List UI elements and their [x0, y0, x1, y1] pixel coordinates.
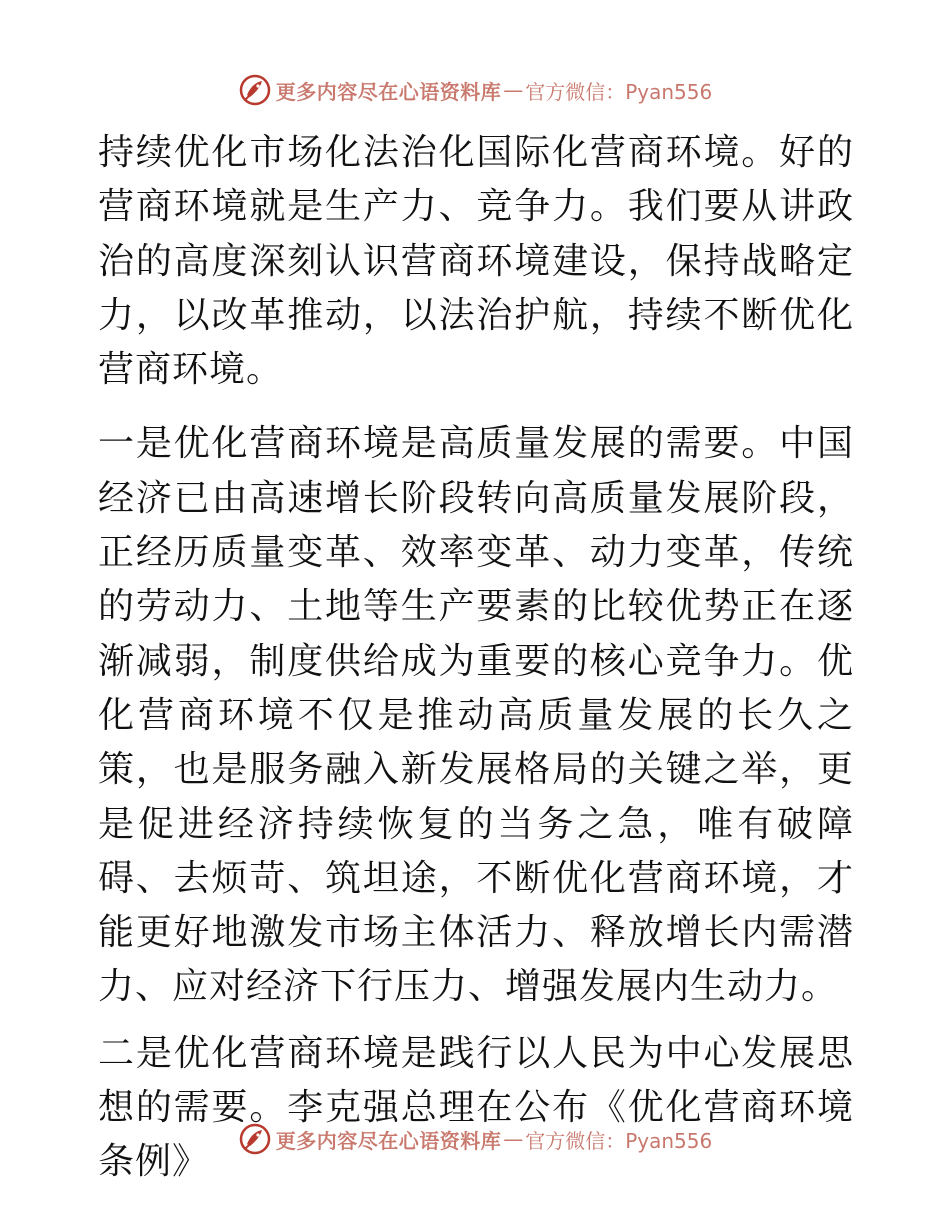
banner-separator: —: [503, 78, 524, 102]
banner-wechat-text: 官方微信：Pyan556: [525, 1128, 713, 1153]
paragraph-intro: 持续优化市场化法治化国际化营商环境。好的营商环境就是生产力、竞争力。我们要从讲政治的高度深刻认识营商环境建设，保持战略定力，以改革推动，以法治护航，持续不断优化营商环境。: [98, 132, 854, 391]
paragraph-point-one: 一是优化营商环境是高质量发展的需要。中国经济已由高速增长阶段转向高质量发展阶段，正经历质量变革、效率变革、动力变革，传统的劳动力、土地等生产要素的比较优势正在逐渐减弱，制度供给成为重要的核心竞争力。优化营商环境不仅是推动高质量发展的长久之策，也是服务融入新发展格局的关键之举，更是促进经济持续恢复的当务之急，唯有破障碍、去烦苛、筑坦途，不断优化营商环境，才能更好地激发市场主体活力、释放增长内需潜力、应对经济下行压力、增强发展内生动力。: [98, 423, 854, 1008]
paragraph-point-two: 二是优化营商环境是践行以人民为中心发展思想的需要。李克强总理在公布《优化营商环境条例》: [98, 1032, 854, 1183]
pen-logo-icon: [238, 1122, 272, 1156]
banner-promo-text: 更多内容尽在心语资料库: [275, 79, 502, 104]
banner-promo-text: 更多内容尽在心语资料库: [275, 1128, 502, 1153]
document-body: [98, 126, 854, 1202]
pen-logo-icon: [238, 73, 272, 107]
banner-separator: —: [503, 1127, 524, 1151]
banner-wechat-text: 官方微信：Pyan556: [525, 79, 713, 104]
footer-banner: [0, 1119, 950, 1159]
header-banner: [0, 70, 950, 110]
